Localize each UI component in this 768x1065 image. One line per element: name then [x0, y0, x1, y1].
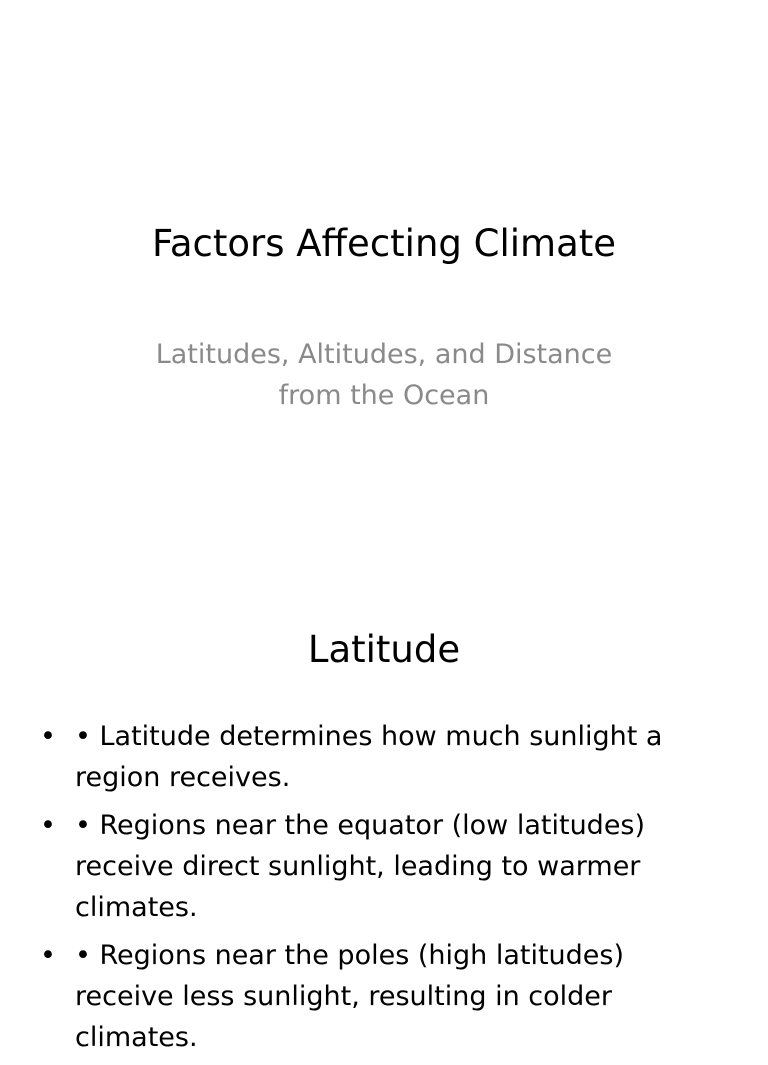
bullet-text: • Regions near the poles (high latitudes) receive less sunlight, resulting in colder climates. [75, 940, 625, 1053]
list-item [40, 935, 700, 1058]
slide-title: Factors Affecting Climate [151, 222, 617, 265]
slide-subtitle: Latitudes, Altitudes, and Distance from the Ocean [155, 339, 613, 411]
content-slide [0, 576, 768, 1053]
list-item [40, 716, 700, 798]
bullet-list [40, 716, 700, 1065]
bullet-text: • Latitude determines how much sunlight a region receives. [75, 721, 663, 793]
bullet-icon: • [40, 721, 56, 752]
bullet-icon: • [40, 810, 56, 841]
slide-title: Latitude [307, 628, 461, 671]
bullet-icon: • [40, 940, 56, 971]
list-item [40, 805, 700, 928]
bullet-text: • Regions near the equator (low latitudes) receive direct sunlight, leading to warmer climates. [75, 810, 646, 923]
